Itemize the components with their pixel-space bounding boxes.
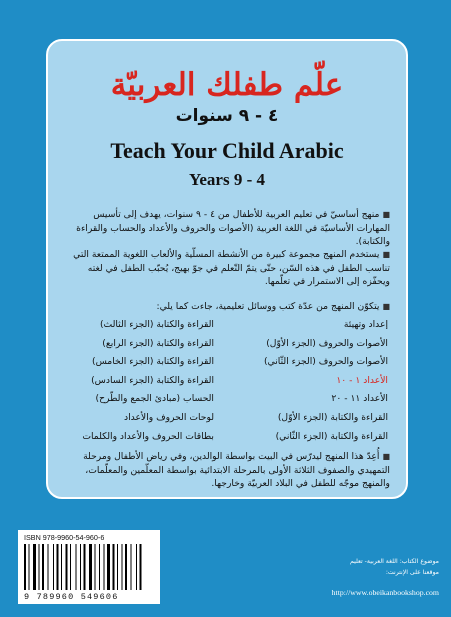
- square-bullet-icon: ■: [382, 302, 390, 311]
- list-item: القراءة والكتابة (الجزء الخامس): [92, 356, 214, 368]
- components-list-right: [218, 316, 388, 446]
- info-panel: [46, 39, 408, 499]
- list-item: الأصوات والحروف (الجزء الثّاني): [263, 356, 388, 368]
- paragraph-audience-text: أُعِدّ هذا المنهج ليدرّس في البيت بواسطة الوالدين، وفي رياض الأطفال ومرحلة التمهيدي والصفوف الثلاثة الأولى بالمرحلة الابتدائية بواسطة المعلّمين والمعلّمات، والمنهج موجّه للطفل في البلاد العربيّة وخارجها.: [83, 451, 390, 489]
- paragraph-components-text: يتكوّن المنهج من عدّة كتب ووسائل تعليمية، جاءت كما يلي:: [156, 301, 380, 312]
- website-label: موقعنا على الإنترنت:: [385, 569, 439, 576]
- list-item: الأعداد ١١ - ٢٠: [331, 393, 388, 405]
- book-info: [199, 556, 439, 578]
- isbn-text: ISBN 978-9960-54-960-6: [24, 533, 105, 542]
- list-item: القراءة والكتابة (الجزء الرابع): [102, 337, 214, 349]
- isbn-digits: 9 789960 549606: [24, 592, 119, 602]
- book-subject: موضوع الكتاب: اللغة العربية- تعليم: [349, 558, 439, 565]
- paragraph-audience: [66, 450, 390, 491]
- list-item: إعداد وتهيئة: [343, 319, 388, 330]
- english-title: Teach Your Child Arabic: [110, 138, 344, 163]
- list-item: الأعداد ١ - ١٠: [336, 374, 388, 386]
- arabic-subtitle: ٤ - ٩ سنوات: [175, 106, 279, 126]
- list-item: الحساب (مبادئ الجمع والطّرح): [95, 393, 214, 405]
- website-link[interactable]: http://www.obeikanbookshop.com: [331, 588, 439, 597]
- components-list-left: [54, 316, 214, 446]
- barcode-label: [18, 530, 160, 604]
- square-bullet-icon: ■: [382, 210, 390, 219]
- list-item: الأصوات والحروف (الجزء الأوّل): [266, 337, 388, 349]
- paragraph-activities: [66, 248, 390, 289]
- list-item: القراءة والكتابة (الجزء الثالث): [99, 319, 214, 330]
- arabic-title: علّم طفلك العربيّة: [110, 67, 344, 103]
- square-bullet-icon: ■: [382, 250, 390, 259]
- paragraph-intro-text: منهج أساسيّ في تعليم العربية للأطفال من ٤ - ٩ سنوات، يهدف إلى تأسيس المهارات الأساسيّة في اللغة العربية (الأصوات والحروف والأعداد والحساب والقراءة والكتابة).: [76, 209, 390, 247]
- paragraph-activities-text: يستخدم المنهج مجموعة كبيرة من الأنشطة المسلّية والألعاب اللغوية الممتعة التي تناسب الطفل في هذه السّن، حتّى يتمّ التّعلم في جوّ بهيج، يُحبّب الطفل في لغته ويحفّزه إلى الاستمرار في تعلّمها.: [73, 249, 390, 287]
- barcode-icon: [24, 544, 154, 590]
- list-item: لوحات الحروف والأعداد: [123, 411, 214, 423]
- english-subtitle: Years 9 - 4: [188, 170, 265, 189]
- list-item: بطاقات الحروف والأعداد والكلمات: [82, 430, 214, 442]
- square-bullet-icon: ■: [382, 452, 390, 461]
- paragraph-intro: [66, 208, 390, 249]
- list-item: القراءة والكتابة (الجزء الثّاني): [275, 430, 388, 442]
- list-item: القراءة والكتابة (الجزء السادس): [91, 374, 214, 386]
- list-item: القراءة والكتابة (الجزء الأوّل): [277, 411, 388, 423]
- paragraph-components: [66, 300, 390, 314]
